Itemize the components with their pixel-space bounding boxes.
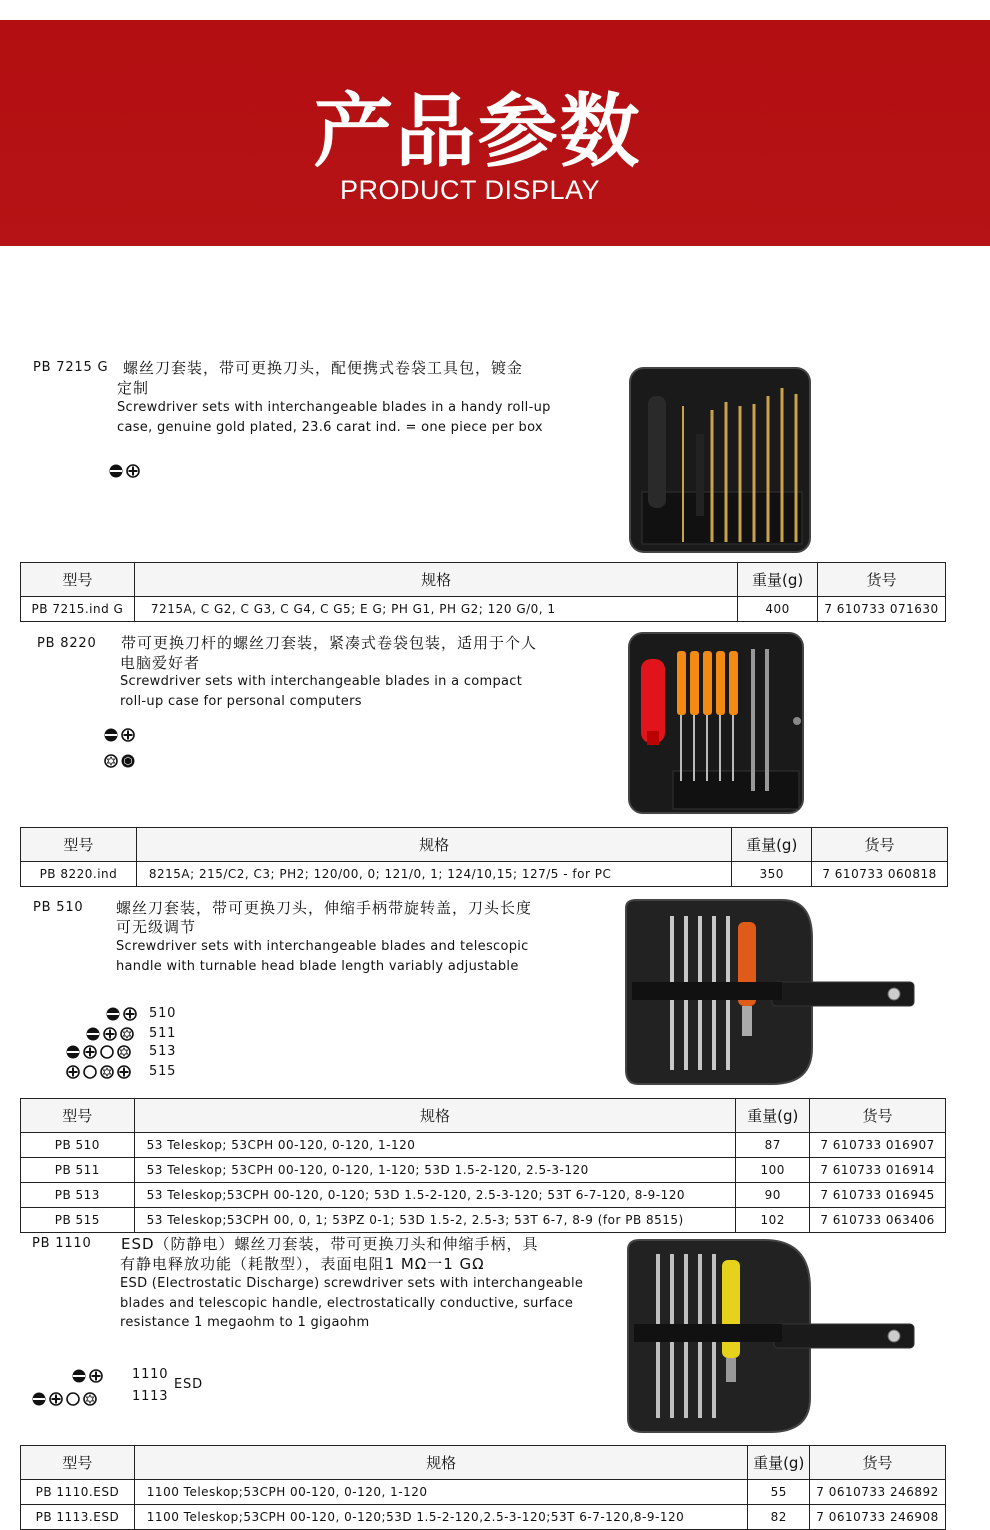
product-desc-zh-cont: 有静电释放功能（耗散型），表面电阻1 MΩ一1 GΩ: [120, 1255, 485, 1273]
tip-icons: [104, 727, 135, 743]
phillips-tip-icon: [123, 1007, 137, 1021]
product-code: PB 8220: [37, 636, 97, 651]
cell-weight: 350: [732, 862, 812, 887]
cell-weight: 87: [736, 1133, 810, 1158]
cell-weight: 82: [748, 1505, 810, 1530]
tip-icons-515: [66, 1064, 131, 1080]
col-spec: 规格: [134, 1446, 748, 1480]
cell-weight: 90: [736, 1183, 810, 1208]
table-row: [21, 862, 948, 887]
product-desc-zh: 带可更换刀杆的螺丝刀套装，紧凑式卷袋包装，适用于个人: [121, 634, 538, 652]
product-photo: [624, 1238, 918, 1434]
cell-article: 7 610733 071630: [818, 597, 946, 622]
phillips-tip-icon: [89, 1369, 103, 1383]
cell-weight: 100: [736, 1158, 810, 1183]
set-label-515: 515: [149, 1064, 177, 1079]
product-desc-zh: 螺丝刀套装，带可更换刀头，配便携式卷袋工具包，镀金: [123, 359, 524, 377]
cell-article: 7 610733 060818: [812, 862, 948, 887]
table-header-row: [21, 828, 948, 862]
cell-weight: 102: [736, 1208, 810, 1233]
product-code: PB 510: [33, 900, 84, 915]
col-weight: 重量(g): [732, 828, 812, 862]
set-label-513: 513: [149, 1044, 177, 1059]
col-spec: 规格: [134, 1099, 736, 1133]
pozidriv-tip-icon: [120, 1027, 134, 1041]
product-desc-en: Screwdriver sets with interchangeable blades in a compact: [120, 674, 523, 689]
product-desc-en-cont: blades and telescopic handle, electrostatically conductive, surface: [120, 1296, 574, 1311]
cell-model: PB 1110.ESD: [21, 1480, 135, 1505]
table-header-row: [21, 1099, 946, 1133]
cell-spec: 53 Teleskop;53CPH 00, 0, 1; 53PZ 0-1; 53D 1.5-2, 2.5-3; 53T 6-7, 8-9 (for PB 8515): [134, 1208, 736, 1233]
cell-spec: 1100 Teleskop;53CPH 00-120, 0-120, 1-120: [134, 1480, 748, 1505]
product-desc-en-cont: handle with turnable head blade length variably adjustable: [116, 959, 519, 974]
product-code: PB 7215 G: [33, 360, 109, 375]
col-weight: 重量(g): [736, 1099, 810, 1133]
col-model: 型号: [21, 1099, 135, 1133]
pozidriv-tip-icon: [117, 1065, 131, 1079]
col-model: 型号: [21, 828, 137, 862]
slotted-tip-icon: [32, 1392, 46, 1406]
product-desc-en: Screwdriver sets with interchangeable blades in a handy roll-up: [117, 400, 551, 415]
table-row: [21, 1183, 946, 1208]
cell-model: PB 513: [21, 1183, 135, 1208]
cell-model: PB 1113.ESD: [21, 1505, 135, 1530]
product-code: PB 1110: [32, 1236, 92, 1251]
phillips-tip-icon: [49, 1392, 63, 1406]
table-header-row: [21, 563, 946, 597]
set-label-510: 510: [149, 1006, 177, 1021]
page-subtitle: PRODUCT DISPLAY: [339, 175, 601, 205]
cell-article: 7 610733 016914: [810, 1158, 946, 1183]
product-photo: [622, 898, 918, 1086]
cell-spec: 7215A, C G2, C G3, C G4, C G5; E G; PH G1, PH G2; 120 G/0, 1: [134, 597, 737, 622]
cell-model: PB 510: [21, 1133, 135, 1158]
col-spec: 规格: [134, 563, 737, 597]
col-weight: 重量(g): [738, 563, 818, 597]
product-desc-zh: 螺丝刀套装，带可更换刀头，伸缩手柄带旋转盖，刀头长度: [116, 899, 533, 917]
product-desc-zh-cont: 定制: [117, 379, 150, 397]
cell-model: PB 511: [21, 1158, 135, 1183]
spec-table: [20, 827, 948, 887]
product-desc-en-cont: case, genuine gold plated, 23.6 carat ind. = one piece per box: [117, 420, 543, 435]
spec-table: [20, 1445, 946, 1530]
tip-icons-1113: [32, 1391, 97, 1407]
hex-socket-tip-icon: [66, 1392, 80, 1406]
table-row: [21, 1480, 946, 1505]
product-desc-zh: ESD（防静电）螺丝刀套装，带可更换刀头和伸缩手柄，具: [121, 1235, 539, 1253]
torx-tip-icon: [100, 1065, 114, 1079]
torx-tip-icon: [117, 1045, 131, 1059]
col-article: 货号: [818, 563, 946, 597]
tip-icons-1110: [72, 1368, 103, 1384]
cell-model: PB 7215.ind G: [21, 597, 135, 622]
col-article: 货号: [812, 828, 948, 862]
tip-icons: [109, 463, 140, 479]
col-article: 货号: [810, 1099, 946, 1133]
cell-weight: 400: [738, 597, 818, 622]
page-title: 产品参数: [313, 85, 642, 178]
phillips-tip-icon: [83, 1045, 97, 1059]
table-header-row: [21, 1446, 946, 1480]
product-desc-en-cont: roll-up case for personal computers: [120, 694, 362, 709]
tip-icons-510: [106, 1006, 137, 1022]
product-desc-en: ESD (Electrostatic Discharge) screwdriver sets with interchangeable: [120, 1276, 584, 1291]
torx-tip-icon: [83, 1392, 97, 1406]
cell-article: 7 610733 063406: [810, 1208, 946, 1233]
esd-label: ESD: [174, 1377, 203, 1392]
cell-spec: 1100 Teleskop;53CPH 00-120, 0-120;53D 1.5-2-120,2.5-3-120;53T 6-7-120,8-9-120: [134, 1505, 748, 1530]
cell-spec: 53 Teleskop; 53CPH 00-120, 0-120, 1-120; 53D 1.5-2-120, 2.5-3-120: [134, 1158, 736, 1183]
table-row: [21, 597, 946, 622]
cell-article: 7 610733 016907: [810, 1133, 946, 1158]
table-row: [21, 1158, 946, 1183]
hex-socket-tip-icon: [83, 1065, 97, 1079]
phillips-tip-icon: [121, 728, 135, 742]
slotted-tip-icon: [109, 464, 123, 478]
cell-spec: 8215A; 215/C2, C3; PH2; 120/00, 0; 121/0, 1; 124/10,15; 127/5 - for PC: [136, 862, 731, 887]
set-label-511: 511: [149, 1026, 177, 1041]
product-desc-zh-cont: 可无级调节: [116, 918, 197, 936]
cell-spec: 53 Teleskop; 53CPH 00-120, 0-120, 1-120: [134, 1133, 736, 1158]
product-desc-en-cont: resistance 1 megaohm to 1 gigaohm: [120, 1315, 370, 1330]
cell-model: PB 8220.ind: [21, 862, 137, 887]
table-row: [21, 1505, 946, 1530]
slotted-tip-icon: [106, 1007, 120, 1021]
set-label-1110: 1110: [132, 1367, 169, 1382]
hex-socket-tip-icon: [100, 1045, 114, 1059]
tip-icons-513: [66, 1044, 131, 1060]
slotted-tip-icon: [66, 1045, 80, 1059]
header-banner: [0, 20, 990, 246]
torx-tip-icon: [104, 754, 118, 768]
set-label-1113: 1113: [132, 1389, 169, 1404]
slotted-tip-icon: [72, 1369, 86, 1383]
cell-weight: 55: [748, 1480, 810, 1505]
cell-article: 7 0610733 246908: [810, 1505, 946, 1530]
phillips-tip-icon: [103, 1027, 117, 1041]
col-spec: 规格: [136, 828, 731, 862]
table-row: [21, 1208, 946, 1233]
cell-model: PB 515: [21, 1208, 135, 1233]
product-photo: [627, 631, 805, 815]
col-model: 型号: [21, 563, 135, 597]
spec-table: [20, 562, 946, 622]
tip-icons: [104, 753, 135, 769]
slotted-tip-icon: [104, 728, 118, 742]
col-article: 货号: [810, 1446, 946, 1480]
spec-table: [20, 1098, 946, 1233]
tip-icons-511: [86, 1026, 134, 1042]
product-desc-en: Screwdriver sets with interchangeable blades and telescopic: [116, 939, 529, 954]
product-desc-zh-cont: 电脑爱好者: [120, 654, 201, 672]
cell-article: 7 610733 016945: [810, 1183, 946, 1208]
hex-tip-icon: [121, 754, 135, 768]
cell-spec: 53 Teleskop;53CPH 00-120, 0-120; 53D 1.5-2-120, 2.5-3-120; 53T 6-7-120, 8-9-120: [134, 1183, 736, 1208]
phillips-tip-icon: [66, 1065, 80, 1079]
slotted-tip-icon: [86, 1027, 100, 1041]
col-weight: 重量(g): [748, 1446, 810, 1480]
col-model: 型号: [21, 1446, 135, 1480]
phillips-tip-icon: [126, 464, 140, 478]
cell-article: 7 0610733 246892: [810, 1480, 946, 1505]
product-photo: [628, 366, 812, 554]
table-row: [21, 1133, 946, 1158]
